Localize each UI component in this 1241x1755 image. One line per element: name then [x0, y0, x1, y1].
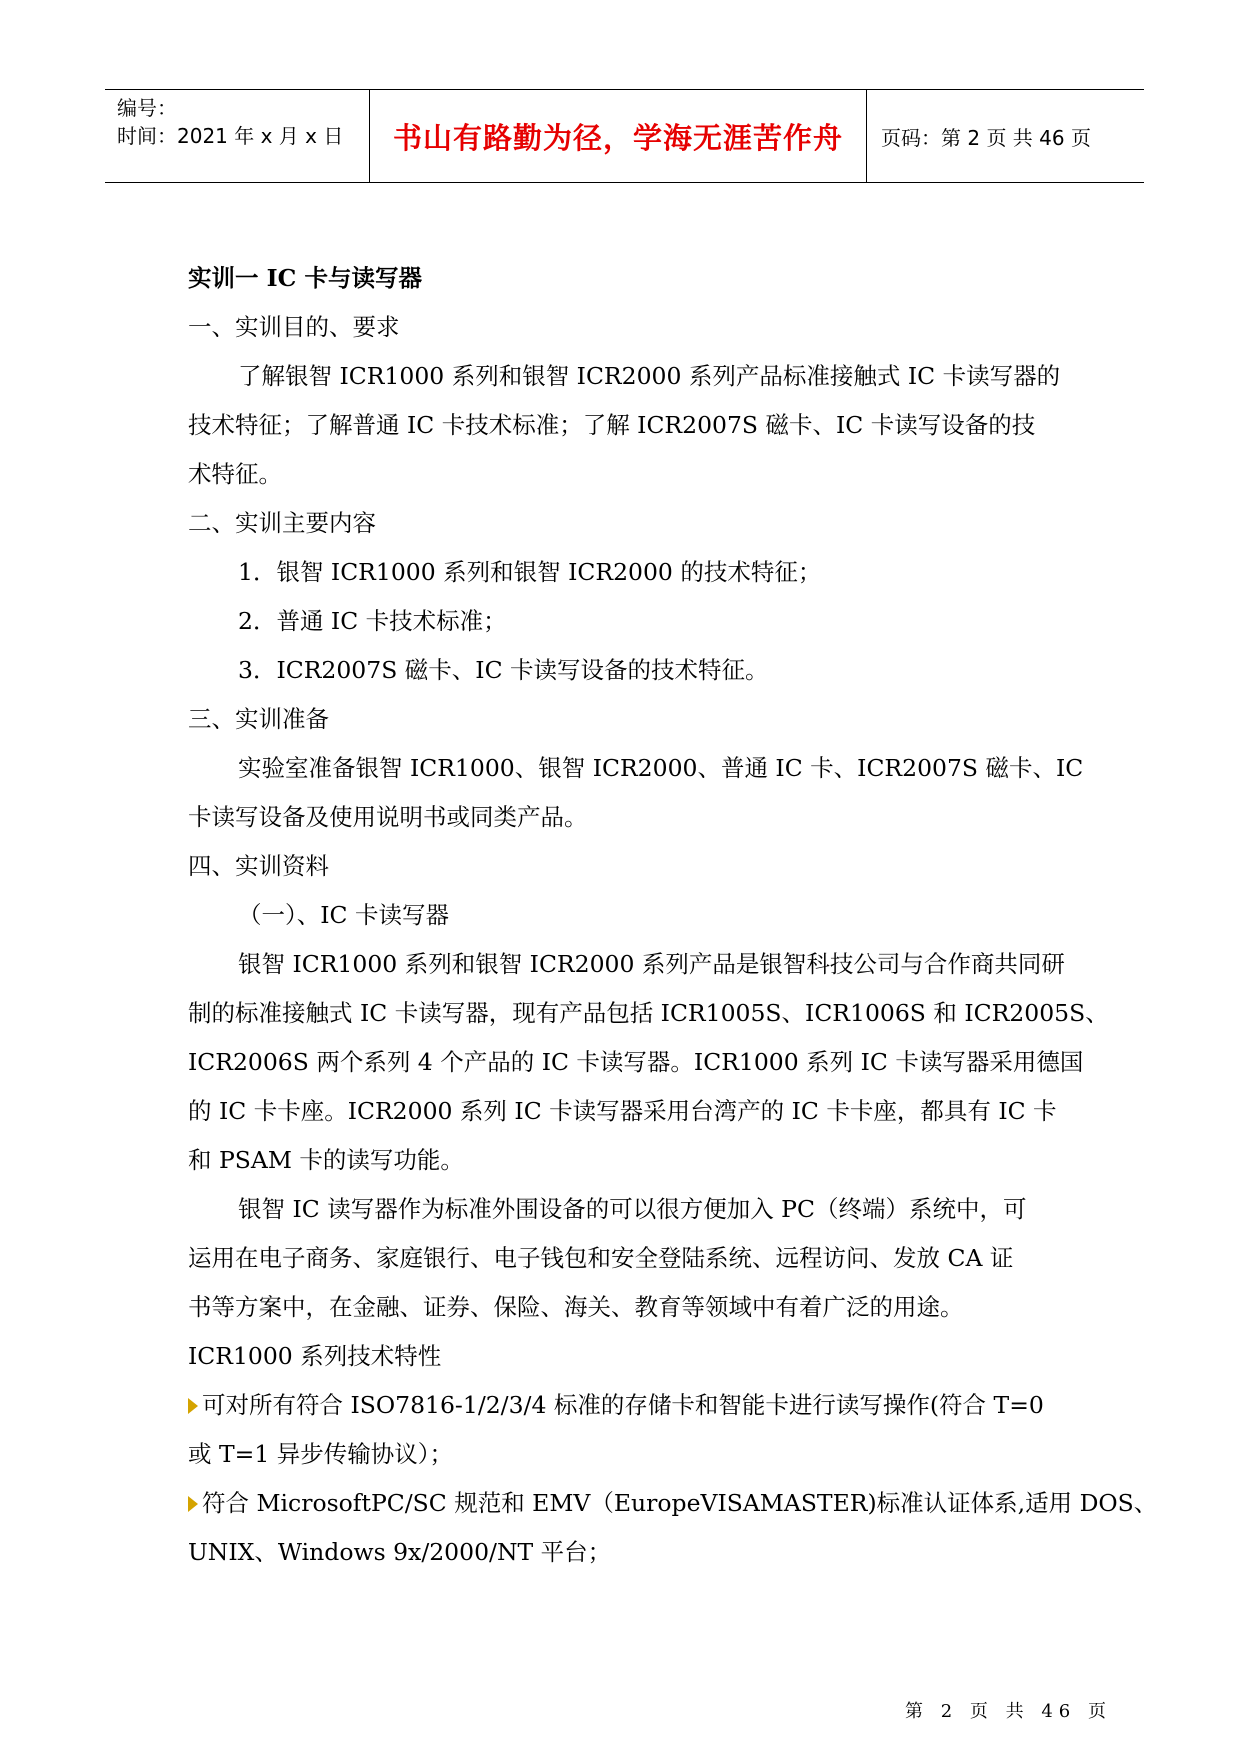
list-item: 2．普通 IC 卡技术标准； [238, 607, 507, 635]
paragraph-line: 技术特征；了解普通 IC 卡技术标准；了解 ICR2007S 磁卡、IC 卡读写设备的技 [188, 411, 1036, 439]
paragraph-line: UNIX、Windows 9x/2000/NT 平台； [188, 1538, 612, 1566]
paragraph-line: 银智 IC 读写器作为标准外围设备的可以很方便加入 PC（终端）系统中，可 [238, 1195, 1027, 1223]
bullet-text: 可对所有符合 ISO7816-1/2/3/4 标准的存储卡和智能卡进行读写操作(符合 T=0 [202, 1391, 1044, 1419]
header-page-info [867, 90, 1144, 182]
list-item: 1．银智 ICR1000 系列和银智 ICR2000 的技术特征； [238, 558, 822, 586]
features-heading: ICR1000 系列技术特性 [188, 1342, 442, 1370]
bullet-item [188, 1479, 1158, 1528]
paragraph-line: 卡读写设备及使用说明书或同类产品。 [188, 803, 588, 831]
bullet-item [188, 1381, 1068, 1430]
section-heading: 二、实训主要内容 [188, 509, 376, 537]
header-motto-cell [370, 90, 867, 182]
time-label: 时间：2021 年 x 月 x 日 [117, 124, 344, 148]
paragraph-line: 或 T=1 异步传输协议）； [188, 1440, 454, 1468]
header-meta [105, 90, 370, 182]
doc-title: 实训一 IC 卡与读写器 [188, 264, 423, 292]
page-header [105, 89, 1144, 183]
section-heading: 三、实训准备 [188, 705, 329, 733]
paragraph-line: 和 PSAM 卡的读写功能。 [188, 1146, 464, 1174]
section-heading: 四、实训资料 [188, 852, 329, 880]
motto: 书山有路勤为径，学海无涯苦作舟 [392, 120, 843, 155]
document-body [188, 254, 1158, 1577]
paragraph-line: ICR2006S 两个系列 4 个产品的 IC 卡读写器。ICR1000 系列 IC 卡读写器采用德国 [188, 1048, 1084, 1076]
paragraph-line: 的 IC 卡卡座。ICR2000 系列 IC 卡读写器采用台湾产的 IC 卡卡座，都具有 IC 卡 [188, 1097, 1057, 1125]
paragraph-line: 书等方案中，在金融、证券、保险、海关、教育等领域中有着广泛的用途。 [188, 1293, 964, 1321]
bullet-arrow-icon [188, 1398, 198, 1414]
paragraph-line: 运用在电子商务、家庭银行、电子钱包和安全登陆系统、远程访问、发放 CA 证 [188, 1244, 1014, 1272]
section-heading: 一、实训目的、要求 [188, 313, 400, 341]
paragraph-line: 术特征。 [188, 460, 282, 488]
bullet-arrow-icon [188, 1496, 198, 1512]
subsection-heading: （一）、IC 卡读写器 [238, 901, 449, 929]
paragraph-line: 实验室准备银智 ICR1000、银智 ICR2000、普通 IC 卡、ICR2007S 磁卡、IC [238, 754, 1084, 782]
paragraph-line: 银智 ICR1000 系列和银智 ICR2000 系列产品是银智科技公司与合作商共同研 [238, 950, 1065, 978]
paragraph-line: 了解银智 ICR1000 系列和银智 ICR2000 系列产品标准接触式 IC 卡读写器的 [238, 362, 1061, 390]
list-item: 3．ICR2007S 磁卡、IC 卡读写设备的技术特征。 [238, 656, 769, 684]
page-footer: 第 2 页 共 46 页 [905, 1701, 1112, 1722]
page-info: 页码：第 2 页 共 46 页 [881, 125, 1091, 150]
number-label: 编号： [117, 96, 177, 120]
bullet-text: 符合 MicrosoftPC/SC 规范和 EMV（EuropeVISAMASTER)标准认证体系,适用 DOS、 [202, 1489, 1158, 1517]
paragraph-line: 制的标准接触式 IC 卡读写器，现有产品包括 ICR1005S、ICR1006S 和 ICR2005S、 [188, 999, 1109, 1027]
